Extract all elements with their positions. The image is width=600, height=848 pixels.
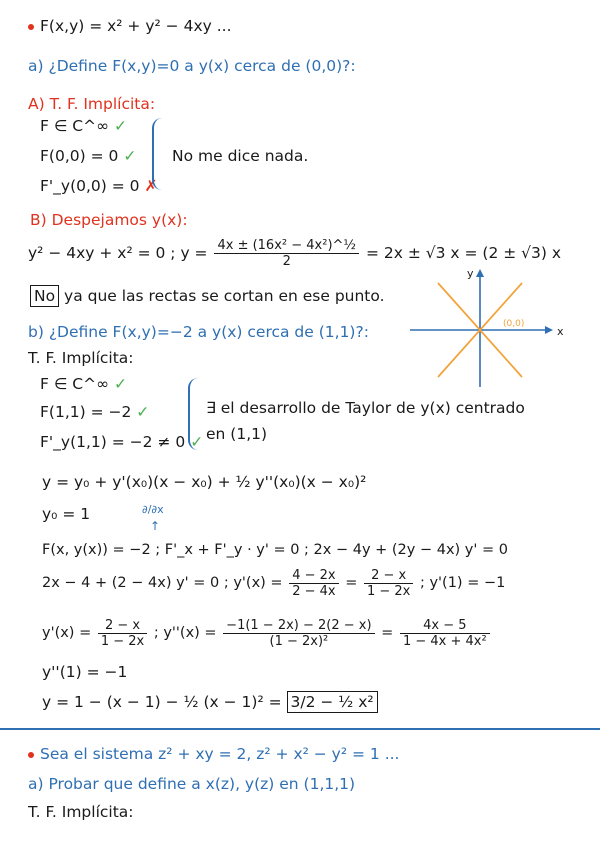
origin-label: (0,0): [503, 319, 525, 329]
solve-equation: y² − 4xy + x² = 0 ; y = $\frac{\text{4x ± (16x² − 4x²)\textasciicircum{}½}}{2}$ = 2x ± √3 x = (2 ± √3) x: [28, 238, 562, 269]
no-box: No: [30, 285, 59, 307]
partial-x-label: ∂/∂x: [142, 503, 164, 516]
condition-derivative-b: F'_y(1,1) = −2 ≠ 0 ✓: [40, 433, 204, 451]
lines-graph: [405, 265, 585, 395]
x-axis-label: x: [557, 325, 564, 338]
second-derivative-value: y''(1) = −1: [42, 663, 128, 681]
final-result: y = 1 − (x − 1) − ½ (x − 1)² = 3/2 − ½ x²: [42, 692, 378, 712]
bullet-dot: [28, 24, 34, 30]
question-a: a) ¿Define F(x,y)=0 a y(x) cerca de (0,0)?:: [28, 57, 356, 75]
function-definition: F(x,y) = x² + y² − 4xy ...: [28, 16, 232, 36]
derivation-line-1: F(x, y(x)) = −2 ; F'_x + F'_y · y' = 0 ; 2x − 4y + (2y − 4x) y' = 0: [42, 542, 508, 558]
up-arrow-icon: ↑: [150, 519, 161, 533]
x-axis-arrow: [545, 326, 553, 334]
condition-zero: F(0,0) = 0 ✓: [40, 147, 137, 165]
check-icon: ✓: [113, 375, 127, 393]
check-icon: ✓: [123, 147, 137, 165]
condition-smooth-b: F ∈ C^∞ ✓: [40, 375, 127, 393]
note-taylor-point: en (1,1): [206, 425, 268, 443]
derivation-line-3: y'(x) = $\frac{2 - x}{1 - 2x}$ ; y''(x) = $\frac{-1(1 - 2x) - 2(2 - x)}{\text{(1 − 2x)²}}$ = $\frac{4x - 5}{\text{1 − 4x + 4x²}}$: [42, 616, 492, 650]
condition-smooth: F ∈ C^∞ ✓: [40, 117, 127, 135]
question-b: b) ¿Define F(x,y)=−2 a y(x) cerca de (1,1)?:: [28, 323, 369, 341]
bullet-dot: [28, 752, 34, 758]
condition-derivative: F'_y(0,0) = 0 ✗: [40, 177, 158, 195]
taylor-formula: y = y₀ + y'(x₀)(x − x₀) + ½ y''(x₀)(x − x₀)²: [42, 473, 367, 491]
conclusion-no: No ya que las rectas se cortan en ese punto.: [30, 286, 385, 306]
note-no-info: No me dice nada.: [172, 147, 309, 165]
y-axis-label: y: [467, 267, 474, 280]
cross-icon: ✗: [144, 177, 158, 195]
section-divider: [0, 728, 600, 730]
derivation-line-2: 2x − 4 + (2 − 4x) y' = 0 ; y'(x) = $\frac{4 - 2x}{2 - 4x}$ = $\frac{2 - x}{1 - 2x}$ ; y'(1) = −1: [42, 567, 506, 599]
section-b-title: B) Despejamos y(x):: [30, 211, 188, 229]
check-icon: ✓: [136, 403, 150, 421]
question-a-system: a) Probar que define a x(z), y(z) en (1,1,1): [28, 775, 356, 793]
note-taylor: ∃ el desarrollo de Taylor de y(x) centrado: [206, 399, 525, 417]
section-a-title: A) T. F. Implícita:: [28, 95, 156, 113]
check-icon: ✓: [190, 433, 204, 451]
condition-value-b: F(1,1) = −2 ✓: [40, 403, 150, 421]
tf-implicit-system: T. F. Implícita:: [28, 803, 134, 821]
brace: [188, 378, 200, 450]
y0-value: y₀ = 1: [42, 505, 91, 523]
tf-implicit-b: T. F. Implícita:: [28, 349, 134, 367]
brace: [152, 118, 164, 190]
result-box: 3/2 − ½ x²: [287, 691, 378, 713]
y-axis-arrow: [476, 269, 484, 277]
system-definition: Sea el sistema z² + xy = 2, z² + x² − y² = 1 ...: [28, 744, 399, 764]
check-icon: ✓: [113, 117, 127, 135]
